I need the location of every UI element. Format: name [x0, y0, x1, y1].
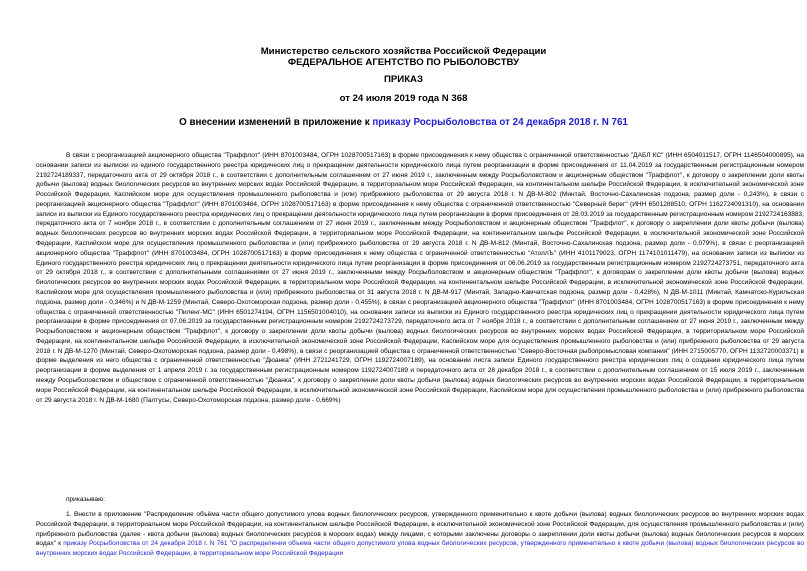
- document-date-number: от 24 июля 2019 года N 368: [339, 93, 468, 104]
- point-1-text: 1. Внести в приложение "Распределение объёма части общего допустимого улова водных биологических ресурсов, утвержденного применительно к квоте добычи (вылова) водных биологических ресурсов во внутренних морских водах Российской Федерации, в территориальном море Российской Федерации, на континентальном шельфе Российской Федерации, в исключительной экономической зоне Российской Федерации, для осуществления промышленного рыболовства и (или) прибрежного рыболовства (далее - квота добычи (вылова) водных биологических ресурсов в морских водах) между лицами, с которыми заключены договоры о закреплении доли квоты добычи (вылова) водных биологических ресурсов в морских водах" к: [36, 511, 804, 548]
- document-title: [0, 117, 807, 128]
- document-type: ПРИКАЗ: [384, 74, 423, 85]
- title-prefix: О внесении изменений в приложение к: [179, 117, 373, 128]
- point-1-order-link[interactable]: приказу Росрыболовства от 24 декабря 2018 г. N 761 "О распределении объема части общего допустимого улова водных биологических ресурсов, утвержденного применительно к квоте добычи (вылова) водных биологических ресурсов во внутренних морских водах Российской Федерации, в территориальном море Российской Федерации: [36, 540, 804, 558]
- order-word: приказываю:: [66, 496, 105, 503]
- preamble-paragraph: В связи с реорганизацией акционерного общества "Траффлот" (ИНН 8701003484, ОГРН 1028700517163) в форме присоединения к нему общества с ограниченной ответственностью "ДАБЛ КС" (ИНН 6504011517, ОГРН 1146504000895), на основании записи из выписки из единого государственного реестра юридических лиц о прекращении деятельности юридического лица путем реорганизации в форме присоединения от 11.04.2019 за государственным регистрационным номером 2192724189337, передаточного акта от 29 октября 2018 г., в соответствии с дополнительным соглашением от 27 июня 2019 г., заключенным между Росрыболовством и акционерным обществом "Траффлот", к договору о закреплении доли квоты добычи (вылова) водных биологических ресурсов во внутренних морских водах Российской Федерации, в территориальном море Российской Федерации, на континентальном шельфе Российской Федерации, в исключительной экономической зоне Российской Федерации, Каспийском море для осуществления промышленного рыболовства и (или) прибрежного рыболовства от 29 августа 2018 г. N ДВ-М-802 (Минтай, Восточно-Сахалинская подзона, размер доли - 0,243%), в связи с реорганизацией акционерного общества "Траффлот" (ИНН 8701003484, ОГРН 1028700517163) в форме присоединения к нему общества с ограниченной ответственностью "Северный берег" (ИНН 6501288510, ОГРН 1162724091310), на основании записи из выписки из Единого государственного реестра юридических лиц о прекращении деятельности юридического лица путем реорганизации в форме присоединения от 28.03.2019 за государственным регистрационным номером 2192724163883, передаточного акта от 7 ноября 2018 г., в соответствии с дополнительным соглашением от 27 июня 2019 г., заключенным между Росрыболовством и акционерным обществом "Траффлот", к договору о закреплении доли квоты добычи (вылова) водных биологических ресурсов во внутренних морских водах Российской Федерации, в территориальном море Российской Федерации, на континентальном шельфе Российской Федерации, в исключительной экономической зоне Российской Федерации, Каспийском море для осуществления промышленного рыболовства и (или) прибрежного рыболовства от 29 августа 2018 г. N ДВ-М-812 (Минтай, Восточно-Сахалинская подзона, размер доли - 0,079%), в связи с реорганизацией акционерного общества "Траффлот" (ИНН 8701003484, ОГРН 1028700517163) в форме присоединения к нему общества с ограниченной ответственностью "АтоллЪ" (ИНН 4101179023, ОГРН 1174101011479), на основании записи из выписки из Единого государственного реестра юридических лиц о прекращении деятельности юридического лица путем реорганизации в форме присоединения от 06.06.2019 за государственным регистрационным номером 2192724273751, передаточного акта от 29 октября 2018 г., в соответствии с дополнительными соглашениями от 27 июня 2019 г., заключенными между Росрыболовством и акционерным обществом "Траффлот", к договорам о закреплении доли квоты добычи (вылова) водных биологических ресурсов во внутренних морских водах Российской Федерации, в территориальном море Российской Федерации, на континентальном шельфе Российской Федерации, в исключительной экономической зоне Российской Федерации, Каспийском море для осуществления промышленного рыболовства и (или) прибрежного рыболовства от 31 августа 2018 г. N ДВ-М-917 (Минтай, Западно-Камчатская подзона, размер доли - 0,428%), N ДВ-М-1011 (Минтай, Камчатско-Курильская подзона, размер доли - 0,346%) и N ДВ-М-1259 (Минтай, Северо-Охотоморская подзона, размер доли - 0,455%), в связи с реорганизацией акционерного общества "Траффлот" (ИНН 8701003484, ОГРН 1028700517163) в форме присоединения к нему общества с ограниченной ответственностью "Пиленг-МС" (ИНН 6501274194, ОГРН 1156501004010), на основании записи из выписки из Единого государственного реестра юридических лиц о прекращении деятельности юридического лица путем реорганизации в форме присоединения от 07.06.2019 за государственным регистрационным номером 2192724273729, передаточного акта от 7 ноября 2018 г., в соответствии с дополнительным соглашением от 27 июня 2019 г., заключенным между Росрыболовством и акционерным обществом "Траффлот", к договору о закреплении доли квоты добычи (вылова) водных биологических ресурсов во внутренних морских водах Российской Федерации, в территориальном море Российской Федерации, на континентальном шельфе Российской Федерации, в исключительной экономической зоне Российской Федерации, Каспийском море для осуществления промышленного рыболовства и (или) прибрежного рыболовства от 29 августа 2018 г. N ДВ-М-1270 (Минтай, Северо-Охотоморская подзона, размер доли - 0,498%), в связи с реорганизацией общества с ограниченной ответственностью "Северо-Восточная рыбопромысловая компания" (ИНН 2715005770, ОГРН 1132720003371) в форме выделения из него общества с ограниченной ответственностью "Дюанка" (ИНН 2721241729, ОГРН 1192724007189), на основании листа записи Единого государственного реестра юридических лиц о создании юридического лица путем реорганизации в форме выделения от 1 апреля 2019 г. за государственным регистрационным номером 1192724007189 и передаточного акта от 28 декабря 2018 г., в соответствии с дополнительным соглашением от 15 июля 2019 г., заключенным между Росрыболовством и обществом с ограниченной ответственностью "Дюанка", к договору о закреплении доли квоты добычи (вылова) водных биологических ресурсов во внутренних морских водах Российской Федерации, в территориальном море Российской Федерации, на континентальном шельфе Российской Федерации, в исключительной экономической зоне Российской Федерации, Каспийском море для осуществления промышленного рыболовства и (или) прибрежного рыболовства от 29 августа 2018 г. N ДВ-М-1680 (Палтусы, Северо-Охотоморская подзона, размер доли - 0,669%): [36, 152, 804, 404]
- agency-name: ФЕДЕРАЛЬНОЕ АГЕНТСТВО ПО РЫБОЛОВСТВУ: [287, 57, 520, 68]
- title-order-link[interactable]: приказу Росрыболовства от 24 декабря 2018 г. N 761: [372, 117, 628, 128]
- point-1-paragraph: [36, 510, 804, 571]
- ministry-name: Министерство сельского хозяйства Российской Федерации: [260, 46, 547, 57]
